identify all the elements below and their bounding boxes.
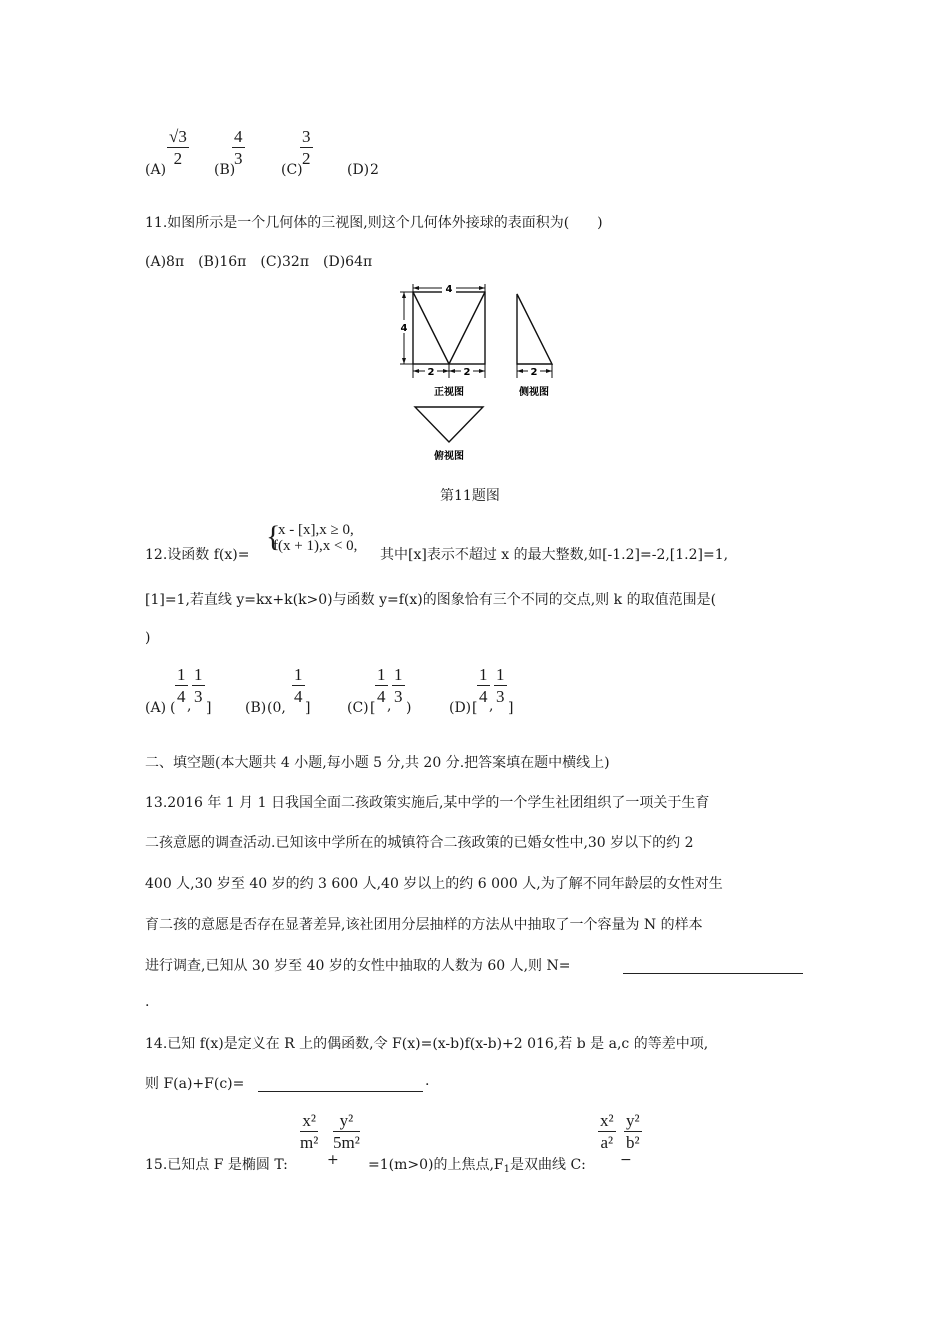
front-dim-arrows bbox=[402, 286, 485, 373]
q11-options: (A)8π (B)16π (C)32π (D)64π bbox=[145, 254, 373, 270]
q15-f1-subscript: 1 bbox=[503, 1164, 511, 1175]
q12-stem-suffix: 其中[x]表示不超过 x 的最大整数,如[-1.2]=-2,[1.2]=1, bbox=[380, 547, 729, 563]
q12-option-c-comma: , bbox=[387, 698, 392, 714]
q15-prefix: 15.已知点 F 是椭圆 T: bbox=[145, 1157, 288, 1173]
q12-option-c-frac1: $\frac{1}{4}$ bbox=[377, 665, 386, 706]
q10-option-a-fraction: $\frac{√3}{2}$ bbox=[169, 127, 187, 168]
q11-stem: 11.如图所示是一个几何体的三视图,则这个几何体外接球的表面积为( ) bbox=[145, 215, 603, 231]
q12-line3: ) bbox=[145, 630, 151, 646]
front-view-triangle bbox=[413, 292, 485, 364]
q14-answer-blank[interactable] bbox=[258, 1073, 423, 1092]
q12-option-a-comma: , bbox=[187, 698, 192, 714]
q12-option-d-close: ] bbox=[508, 700, 514, 716]
q12-option-a-label: (A) bbox=[145, 700, 167, 716]
side-view-label: 侧视图 bbox=[519, 387, 549, 398]
q12-option-c-label: (C) bbox=[347, 700, 369, 716]
q12-option-b-close: ] bbox=[305, 700, 311, 716]
q14-tail: . bbox=[425, 1073, 430, 1089]
q15-minus: − bbox=[620, 1152, 632, 1168]
q10-option-a-label: (A) bbox=[145, 162, 167, 178]
q12-option-d-frac1: $\frac{1}{4}$ bbox=[479, 665, 488, 706]
q15-mid-text2: 是双曲线 C: bbox=[510, 1157, 586, 1173]
q12-option-b-frac: $\frac{1}{4}$ bbox=[294, 665, 303, 706]
q10-option-c-label: (C) bbox=[281, 162, 303, 178]
q12-option-d-label: (D) bbox=[449, 700, 472, 716]
q15-mid-text: =1(m>0)的上焦点,F bbox=[368, 1157, 504, 1173]
dim-bottom-left-label: 2 bbox=[427, 367, 435, 378]
q12-option-d-comma: , bbox=[489, 698, 494, 714]
q12-option-d-open: [ bbox=[472, 700, 478, 716]
q12-option-a-frac2: $\frac{1}{3}$ bbox=[194, 665, 203, 706]
q15-ellipse-frac2: $\frac{\text{y²}}{\text{5m²}}$ bbox=[333, 1111, 360, 1152]
q15-hyperbola-frac1: $\frac{\text{x²}}{\text{a²}}$ bbox=[600, 1111, 614, 1152]
q12-option-d-frac2: $\frac{1}{3}$ bbox=[496, 665, 505, 706]
q15-ellipse-frac1: $\frac{\text{x²}}{\text{m²}}$ bbox=[300, 1111, 319, 1152]
q12-option-a-frac1: $\frac{1}{4}$ bbox=[177, 665, 186, 706]
q13-tail: . bbox=[145, 994, 150, 1010]
q12-option-c-open: [ bbox=[370, 700, 376, 716]
q15-mid bbox=[368, 1154, 586, 1175]
q12-option-b-open: (0, bbox=[267, 700, 286, 716]
q12-option-a-close: ] bbox=[206, 700, 212, 716]
q10-option-d-value: 2 bbox=[370, 162, 379, 178]
dim-left-label: 4 bbox=[400, 323, 408, 334]
q10-option-b-label: (B) bbox=[214, 162, 236, 178]
q13-answer-blank[interactable] bbox=[623, 955, 803, 974]
front-view bbox=[413, 292, 485, 364]
top-view-label: 俯视图 bbox=[434, 451, 464, 462]
q12-stem-prefix: 12.设函数 f(x)= bbox=[145, 547, 250, 563]
section-heading: 二、填空题(本大题共 4 小题,每小题 5 分,共 20 分.把答案填在题中横线上) bbox=[145, 755, 610, 771]
figure-caption: 第11题图 bbox=[440, 488, 500, 504]
q10-option-b-fraction: $\frac{4}{3}$ bbox=[234, 127, 243, 168]
q15-hyperbola-frac2: $\frac{\text{y²}}{\text{b²}}$ bbox=[626, 1111, 640, 1152]
q13-line: 13.2016 年 1 月 1 日我国全面二孩政策实施后,某中学的一个学生社团组织了一项关于生育 bbox=[145, 795, 710, 811]
q10-option-c-fraction: $\frac{3}{2}$ bbox=[302, 127, 311, 168]
dim-side-label: 2 bbox=[530, 367, 538, 378]
q12-piece1: x - [x],x ≥ 0, bbox=[278, 522, 354, 538]
q13-line: 育二孩的意愿是否存在显著差异,该社团用分层抽样的方法从中抽取了一个容量为 N 的样本 bbox=[145, 917, 703, 933]
q10-option-d-label: (D) bbox=[347, 162, 370, 178]
three-view-figure bbox=[385, 278, 575, 468]
top-view-triangle bbox=[415, 407, 483, 442]
q12-brace: { bbox=[266, 520, 281, 553]
dim-bottom-right-label: 2 bbox=[463, 367, 471, 378]
side-view-triangle bbox=[517, 294, 552, 364]
front-view-square bbox=[413, 292, 485, 364]
q12-option-b-label: (B) bbox=[245, 700, 267, 716]
dim-top-label: 4 bbox=[445, 284, 453, 295]
q13-line: 二孩意愿的调查活动.已知该中学所在的城镇符合二孩政策的已婚女性中,30 岁以下的约 2 bbox=[145, 835, 694, 851]
q13-line: 400 人,30 岁至 40 岁的约 3 600 人,40 岁以上的约 6 000 人,为了解不同年龄层的女性对生 bbox=[145, 876, 723, 892]
q14-line2: 则 F(a)+F(c)= bbox=[145, 1076, 245, 1092]
q12-line2: [1]=1,若直线 y=kx+k(k>0)与函数 y=f(x)的图象恰有三个不同的交点,则 k 的取值范围是( bbox=[145, 592, 717, 608]
q15-plus: + bbox=[327, 1152, 339, 1168]
q12-option-a-open: ( bbox=[170, 700, 176, 716]
q12-piece2: f(x + 1),x < 0, bbox=[273, 538, 358, 554]
q14-line1: 14.已知 f(x)是定义在 R 上的偶函数,令 F(x)=(x-b)f(x-b)+2 016,若 b 是 a,c 的等差中项, bbox=[145, 1036, 709, 1052]
q13-line: 进行调查,已知从 30 岁至 40 岁的女性中抽取的人数为 60 人,则 N= bbox=[145, 958, 571, 974]
q12-option-c-close: ) bbox=[406, 700, 412, 716]
q12-option-c-frac2: $\frac{1}{3}$ bbox=[394, 665, 403, 706]
front-view-label: 正视图 bbox=[434, 387, 464, 398]
